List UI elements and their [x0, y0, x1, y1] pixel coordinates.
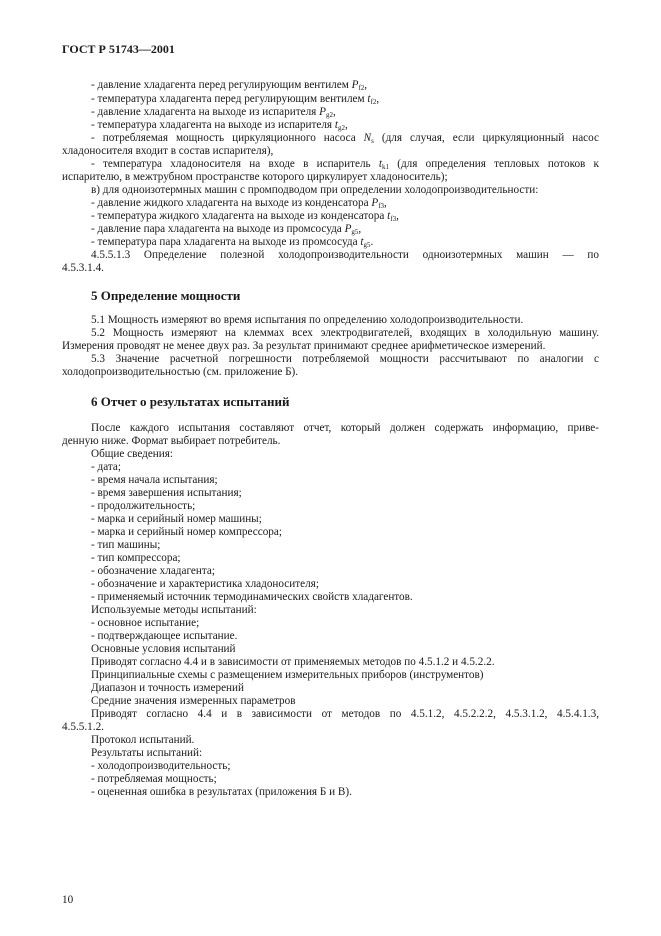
- page-number: 10: [62, 894, 74, 906]
- list-item: - марка и серийный номер машины;: [91, 513, 262, 525]
- list-item: - обозначение и характеристика хладоносителя;: [91, 578, 319, 590]
- paragraph-line: денную ниже. Формат выбирает потребитель.: [62, 435, 281, 447]
- paragraph-line: 4.5.5.1.3 Определение полезной холодопроизводительности одноизотермных машин — по: [91, 249, 599, 261]
- list-item: - время начала испытания;: [91, 474, 218, 486]
- document-header: ГОСТ Р 51743—2001: [62, 42, 175, 56]
- paragraph-line: 5.3 Значение расчетной погрешности потребляемой мощности рассчитывают по аналогии с: [91, 353, 599, 365]
- list-item: - давление хладагента перед регулирующим вентилем $P_{f2}$,: [91, 79, 368, 92]
- list-item: - потребляемая мощность;: [91, 773, 217, 785]
- list-item: - подтверждающее испытание.: [91, 630, 238, 642]
- list-item: - температура хладагента перед регулирующим вентилем $t_{f2}$,: [91, 93, 380, 106]
- paragraph-line: 5.2 Мощность измеряют на клеммах всех электродвигателей, входящих в холодильную машину.: [91, 327, 599, 339]
- list-item: - марка и серийный номер компрессора;: [91, 526, 282, 538]
- paragraph-line: холодопроизводительностью (см. приложение Б).: [62, 366, 299, 378]
- paragraph-line: Результаты испытаний:: [91, 747, 203, 759]
- text-line: хладоносителя входит в состав испарителя),: [62, 145, 274, 157]
- paragraph-line: 4.5.5.1.2.: [62, 721, 104, 733]
- list-item: - температура жидкого хладагента на выходе из конденсатора $t_{f3}$,: [91, 210, 399, 223]
- list-item: - продолжительность;: [91, 500, 196, 512]
- paragraph-line: Средние значения измеренных параметров: [91, 695, 296, 707]
- text-line: испарителю, в межтрубном пространстве которого циркулирует хладоноситель);: [62, 171, 448, 183]
- list-item: - холодопроизводительность;: [91, 760, 231, 772]
- paragraph-line: Принципиальные схемы с размещением измерительных приборов (инструментов): [91, 669, 484, 681]
- list-item: - температура пара хладагента на выходе из промсосуда $t_{g5}$.: [91, 236, 374, 249]
- paragraph-line: Общие сведения:: [91, 448, 174, 460]
- list-item: - дата;: [91, 461, 121, 473]
- section-heading: 6 Отчет о результатах испытаний: [91, 394, 290, 409]
- paragraph-line: Измерения проводят не менее двух раз. За результат принимают среднее арифметическое измерений.: [62, 340, 546, 352]
- list-item: - обозначение хладагента;: [91, 565, 215, 577]
- list-item: - давление пара хладагента на выходе из промсосуда $P_{g5}$,: [91, 223, 362, 236]
- paragraph-line: Основные условия испытаний: [91, 643, 236, 655]
- text-line: в) для одноизотермных машин с промподводом при определении холодопроизводительности:: [91, 184, 539, 196]
- paragraph-line: Приводят согласно 4.4 и в зависимости от применяемых методов по 4.5.1.2 и 4.5.2.2.: [91, 656, 495, 668]
- list-item: - оцененная ошибка в результатах (приложения Б и В).: [91, 786, 352, 798]
- list-item: - применяемый источник термодинамических свойств хладагентов.: [91, 591, 413, 603]
- text-line: 4.5.3.1.4.: [62, 262, 104, 274]
- list-item: - тип машины;: [91, 539, 161, 551]
- paragraph-line: Протокол испытаний.: [91, 734, 195, 746]
- section-heading: 5 Определение мощности: [91, 288, 241, 303]
- list-item: - основное испытание;: [91, 617, 200, 629]
- paragraph-line: Используемые методы испытаний:: [91, 604, 257, 616]
- list-item: - давление жидкого хладагента на выходе из конденсатора $P_{f3}$,: [91, 197, 387, 210]
- list-item: - температура хладоносителя на входе в испаритель $t_{k1}$ (для определения тепловых потоков к: [91, 158, 599, 171]
- list-item: - время завершения испытания;: [91, 487, 242, 499]
- paragraph-line: Приводят согласно 4.4 и в зависимости от методов по 4.5.1.2, 4.5.2.2.2, 4.5.3.1.2, 4.5.4.1.3,: [91, 708, 599, 720]
- paragraph-line: 5.1 Мощность измеряют во время испытания по определению холодопроизводительности.: [91, 314, 524, 326]
- paragraph-line: После каждого испытания составляют отчет, который должен содержать информацию, приве-: [91, 422, 599, 434]
- list-item: - температура хладагента на выходе из испарителя $t_{g2}$,: [91, 119, 348, 132]
- paragraph-line: Диапазон и точность измерений: [91, 682, 245, 694]
- list-item: - тип компрессора;: [91, 552, 181, 564]
- list-item: - давление хладагента на выходе из испарителя $P_{g2}$,: [91, 106, 336, 119]
- list-item: - потребляемая мощность циркуляционного насоса $N_s$ (для случая, если циркуляционный насос: [91, 132, 599, 145]
